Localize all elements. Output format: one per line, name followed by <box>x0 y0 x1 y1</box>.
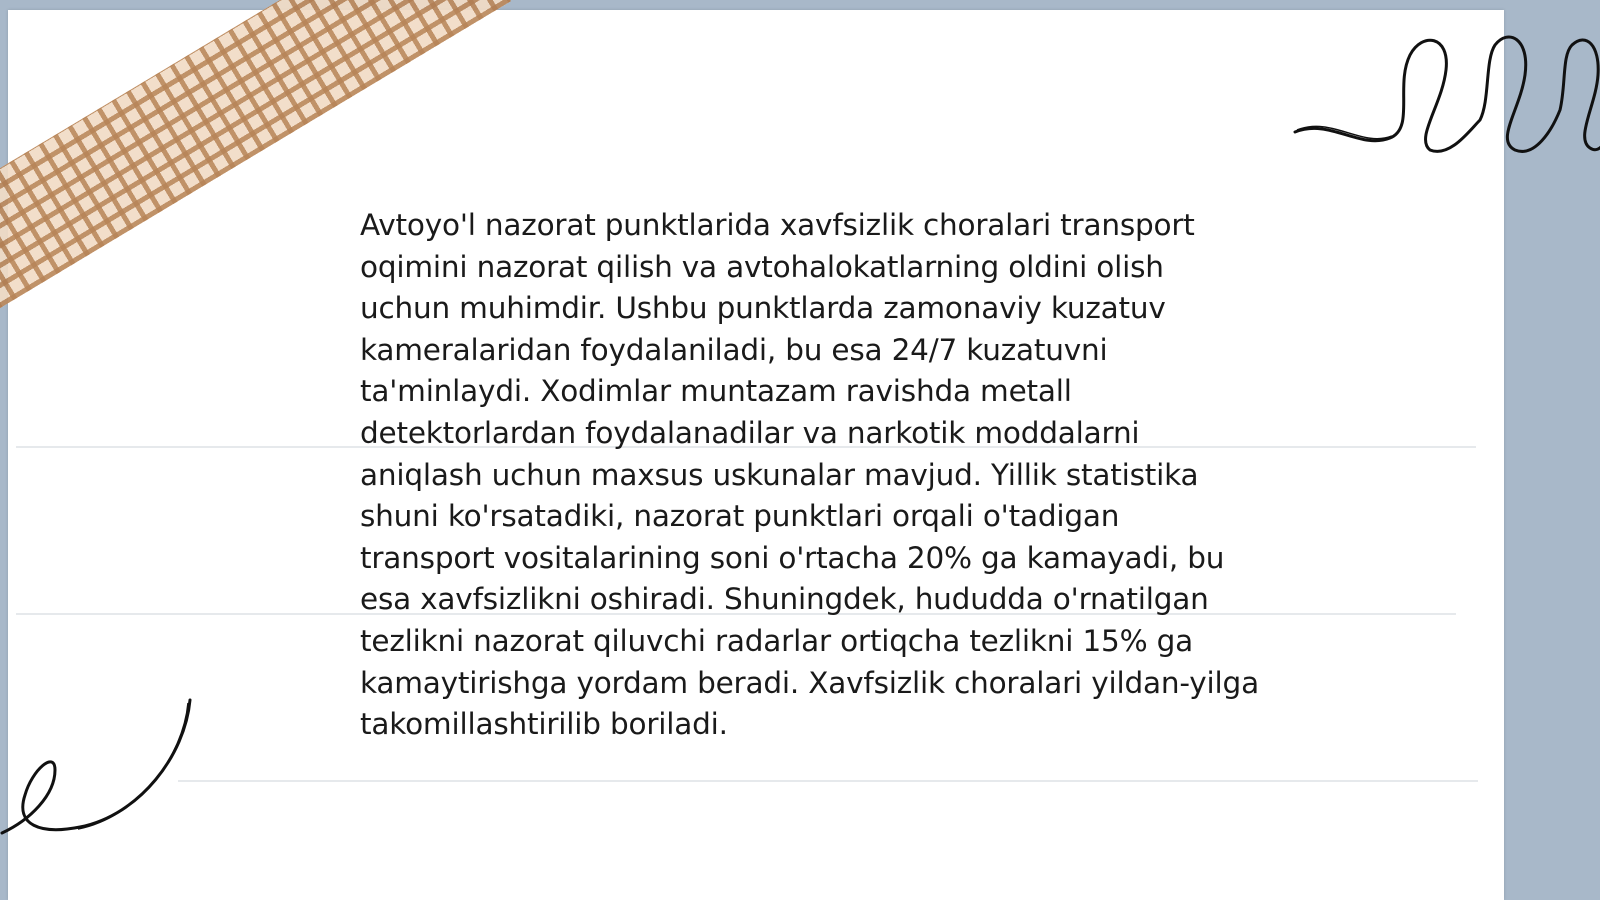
body-paragraph: Avtoyo'l nazorat punktlarida xavfsizlik choralari transport oqimini nazorat qilish va avtohalokatlarning oldini olish uchun muhimdir. Ushbu punktlarda zamonaviy kuzatuv kameralaridan foydalaniladi, bu esa 24/7 kuzatuvni ta'minlaydi. Xodimlar muntazam ravishda metall detektorlardan foydalanadilar va narkotik moddalarni aniqlash uchun maxsus uskunalar mavjud. Yillik statistika shuni ko'rsatadiki, nazorat punktlari orqali o'tadigan transport vositalarining soni o'rtacha 20% ga kamayadi, bu esa xavfsizlikni oshiradi. Shuningdek, hududda o'rnatilgan tezlikni nazorat qiluvchi radarlar ortiqcha tezlikni 15% ga kamaytirishga yordam beradi. Xavfsizlik choralari yildan-yilga takomillashtirilib boriladi. <box>360 208 1259 742</box>
loop-squiggle-top-right-icon <box>1290 30 1600 160</box>
loop-squiggle-bottom-left-icon <box>0 695 200 845</box>
paper-rule-line <box>178 780 1478 782</box>
